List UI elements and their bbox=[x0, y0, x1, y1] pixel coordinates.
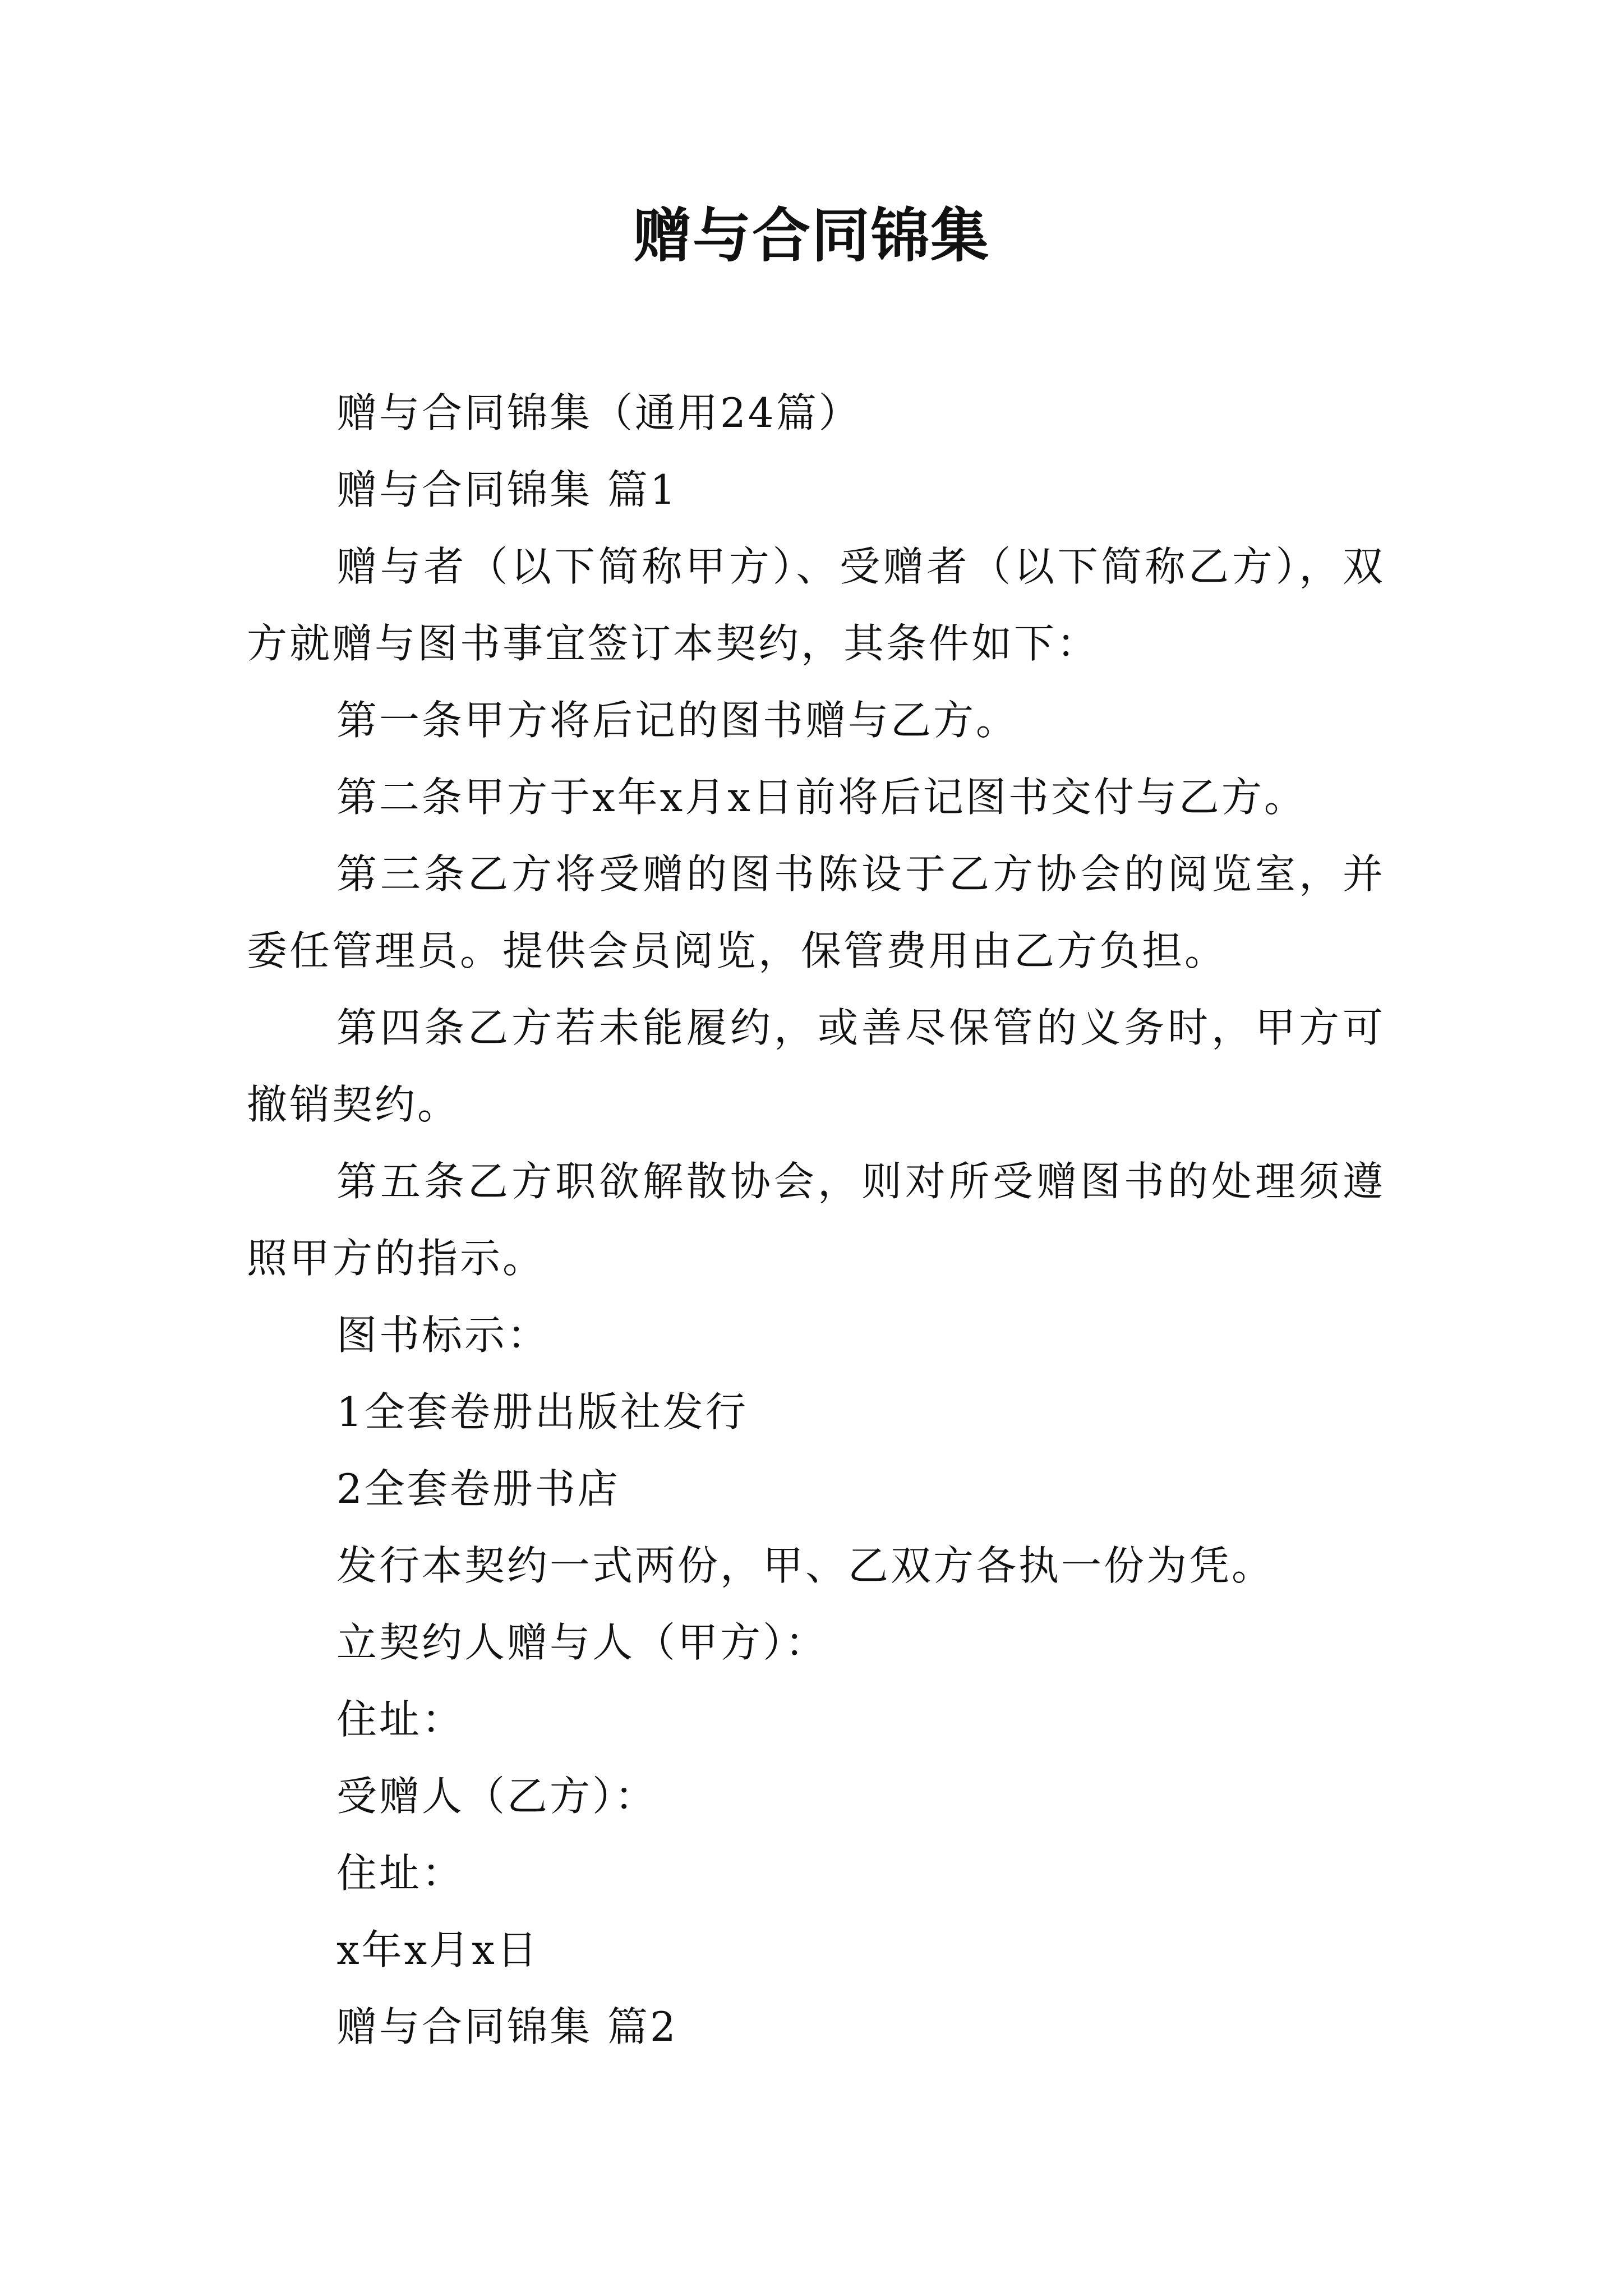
paragraph: 立契约人赠与人（甲方）： bbox=[336, 1619, 828, 1666]
paragraph: 第四条乙方若未能履约，或善尽保管的义务时，甲方可撤销契约。 bbox=[247, 1004, 1385, 1128]
paragraph: 第二条甲方于x年x月x日前将后记图书交付与乙方。 bbox=[336, 774, 1307, 821]
document-body bbox=[247, 375, 1385, 2065]
paragraph: 第五条乙方职欲解散协会，则对所受赠图书的处理须遵照甲方的指示。 bbox=[247, 1158, 1385, 1282]
paragraph: 第三条乙方将受赠的图书陈设于乙方协会的阅览室，并委任管理员。提供会员阅览，保管费用由乙方负担。 bbox=[247, 850, 1385, 974]
paragraph: 2全套卷册书店 bbox=[336, 1465, 620, 1512]
paragraph: 发行本契约一式两份，甲、乙双方各执一份为凭。 bbox=[336, 1542, 1275, 1589]
document-title: 赠与合同锦集 bbox=[633, 201, 990, 270]
paragraph: 赠与者（以下简称甲方）、受赠者（以下简称乙方），双方就赠与图书事宜签订本契约，其条件如下： bbox=[247, 543, 1385, 667]
paragraph: 赠与合同锦集 篇1 bbox=[336, 466, 678, 513]
paragraph: 赠与合同锦集 篇2 bbox=[336, 2003, 678, 2050]
paragraph: 住址： bbox=[336, 1696, 465, 1743]
paragraph: x年x月x日 bbox=[336, 1926, 540, 1973]
paragraph: 赠与合同锦集（通用24篇） bbox=[336, 389, 861, 436]
paragraph: 1全套卷册出版社发行 bbox=[336, 1388, 748, 1435]
paragraph: 受赠人（乙方）： bbox=[336, 1773, 658, 1820]
paragraph: 第一条甲方将后记的图书赠与乙方。 bbox=[336, 697, 1019, 744]
paragraph: 住址： bbox=[336, 1849, 465, 1897]
paragraph: 图书标示： bbox=[336, 1312, 550, 1359]
